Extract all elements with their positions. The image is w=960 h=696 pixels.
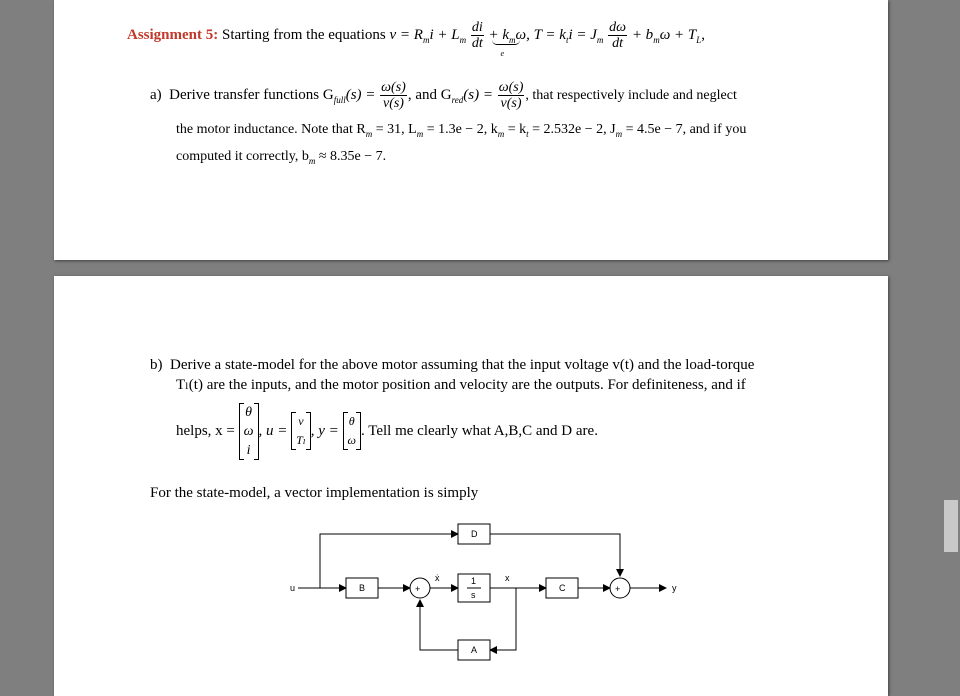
eq-part: v = R <box>389 26 423 43</box>
eq-sub: m <box>308 155 316 166</box>
eq-part: i = J <box>568 26 597 43</box>
fraction-domega-dt <box>608 20 627 51</box>
part-a-text: , and G <box>407 86 452 103</box>
eq-part: i + L <box>429 26 460 43</box>
vector-impl-text: For the state-model, a vector implementation is simply <box>150 485 479 501</box>
part-a-label: a) <box>150 86 162 103</box>
underbrace-label: e <box>500 48 505 58</box>
eq-sub: t <box>565 34 569 45</box>
fraction-di-dt <box>471 20 484 51</box>
eq-sub: m <box>596 34 604 45</box>
part-a-text: = 4.5e − 7, and if you <box>622 122 747 137</box>
assignment-intro: Starting from the equations <box>222 26 386 43</box>
label-int-den: s <box>471 590 476 600</box>
part-b-text: Derive a state-model for the above motor assuming that the input voltage v(t) and the load-torque <box>170 357 755 373</box>
label-B: B <box>359 583 366 593</box>
part-a-text: the motor inductance. Note that R <box>176 122 366 137</box>
part-b-text: , y = <box>310 423 339 439</box>
fraction-gred <box>498 80 525 111</box>
part-a-line-3 <box>176 148 386 170</box>
assignment-heading: Assignment 5: <box>127 26 219 43</box>
part-b-text: helps, x = <box>176 423 235 439</box>
eq-part: + b <box>631 26 654 43</box>
frac-den: dt <box>471 36 483 51</box>
vertical-scrollbar[interactable] <box>942 0 960 677</box>
part-a-text: = k <box>504 122 527 137</box>
eq-sub: red <box>451 94 464 105</box>
part-a-text: = 2.532e − 2, J <box>528 122 616 137</box>
document-page-1 <box>54 0 888 260</box>
label-C: C <box>559 583 566 593</box>
document-page-2 <box>54 276 888 696</box>
eq-sub: m <box>365 128 373 139</box>
eq-sub: m <box>497 128 505 139</box>
frac-num: ω(s) <box>381 80 406 95</box>
eq-sub: m <box>509 34 516 45</box>
label-u: u <box>290 583 296 593</box>
vec-entry: Tₗ <box>296 433 306 447</box>
label-xdot: ẋ <box>435 573 440 583</box>
frac-den: v(s) <box>382 96 404 111</box>
scrollbar-thumb[interactable] <box>944 500 958 552</box>
eq-part: (s) = <box>463 86 493 103</box>
block-diagram <box>54 276 888 696</box>
label-D: D <box>471 529 478 539</box>
vec-entry: θ <box>245 404 253 420</box>
eq-part: , <box>701 26 706 43</box>
part-a-line-1 <box>150 80 737 111</box>
part-a-text: computed it correctly, b <box>176 149 309 164</box>
vec-entry: ω <box>347 433 356 447</box>
part-b-text: , u = <box>258 423 288 439</box>
eq-part: ω, <box>515 26 530 43</box>
eq-sub: m <box>459 34 467 45</box>
part-a-text: , that respectively include and neglect <box>525 87 737 103</box>
eq-part: ω + T <box>659 26 697 43</box>
part-b-text: . Tell me clearly what A,B,C and D are. <box>361 423 598 439</box>
eq-part: (s) = <box>345 86 376 103</box>
part-a-text: ≈ 8.35e − 7. <box>315 149 387 164</box>
eq-part: + k <box>488 26 509 43</box>
part-a-line-2 <box>176 121 746 143</box>
part-a-text: = 31, L <box>372 122 417 137</box>
label-int-num: 1 <box>471 576 477 586</box>
frac-den: v(s) <box>500 96 522 111</box>
label-x: x <box>505 573 510 583</box>
vec-entry: v <box>298 414 304 428</box>
part-b-text: Tₗ(t) are the inputs, and the motor position and velocity are the outputs. For definiteness, and if <box>176 377 746 393</box>
label-A: A <box>471 645 478 655</box>
eq-part: T = k <box>533 26 566 43</box>
underbrace <box>492 40 520 45</box>
A-to-sum-line <box>420 600 458 650</box>
eq-sub: m <box>416 128 424 139</box>
eq-sub: m <box>422 34 430 45</box>
eq-sub: full <box>333 94 346 105</box>
label-plus-2: + <box>615 584 621 594</box>
frac-den: dt <box>612 36 624 51</box>
x-to-A-line <box>490 588 516 650</box>
part-a-text: = 1.3e − 2, k <box>423 122 498 137</box>
frac-num: ω(s) <box>498 80 524 95</box>
vec-entry: θ <box>348 414 355 428</box>
frac-num: di <box>471 20 483 35</box>
part-a-text: Derive transfer functions G <box>169 86 334 103</box>
eq-sub: m <box>653 34 660 45</box>
part-b-label: b) <box>150 357 163 373</box>
eq-sub: t <box>526 128 529 139</box>
underbrace-group <box>488 26 530 58</box>
fraction-gfull <box>380 80 407 111</box>
label-plus-1: + <box>415 584 421 594</box>
vec-entry: ω <box>243 423 254 439</box>
eq-sub: L <box>696 34 702 45</box>
assignment-equation-line <box>127 20 706 58</box>
D-to-sum2-line <box>490 534 620 576</box>
vec-entry: i <box>246 442 251 458</box>
eq-sub: m <box>615 128 623 139</box>
label-y: y <box>672 583 677 593</box>
frac-num: dω <box>609 20 627 35</box>
